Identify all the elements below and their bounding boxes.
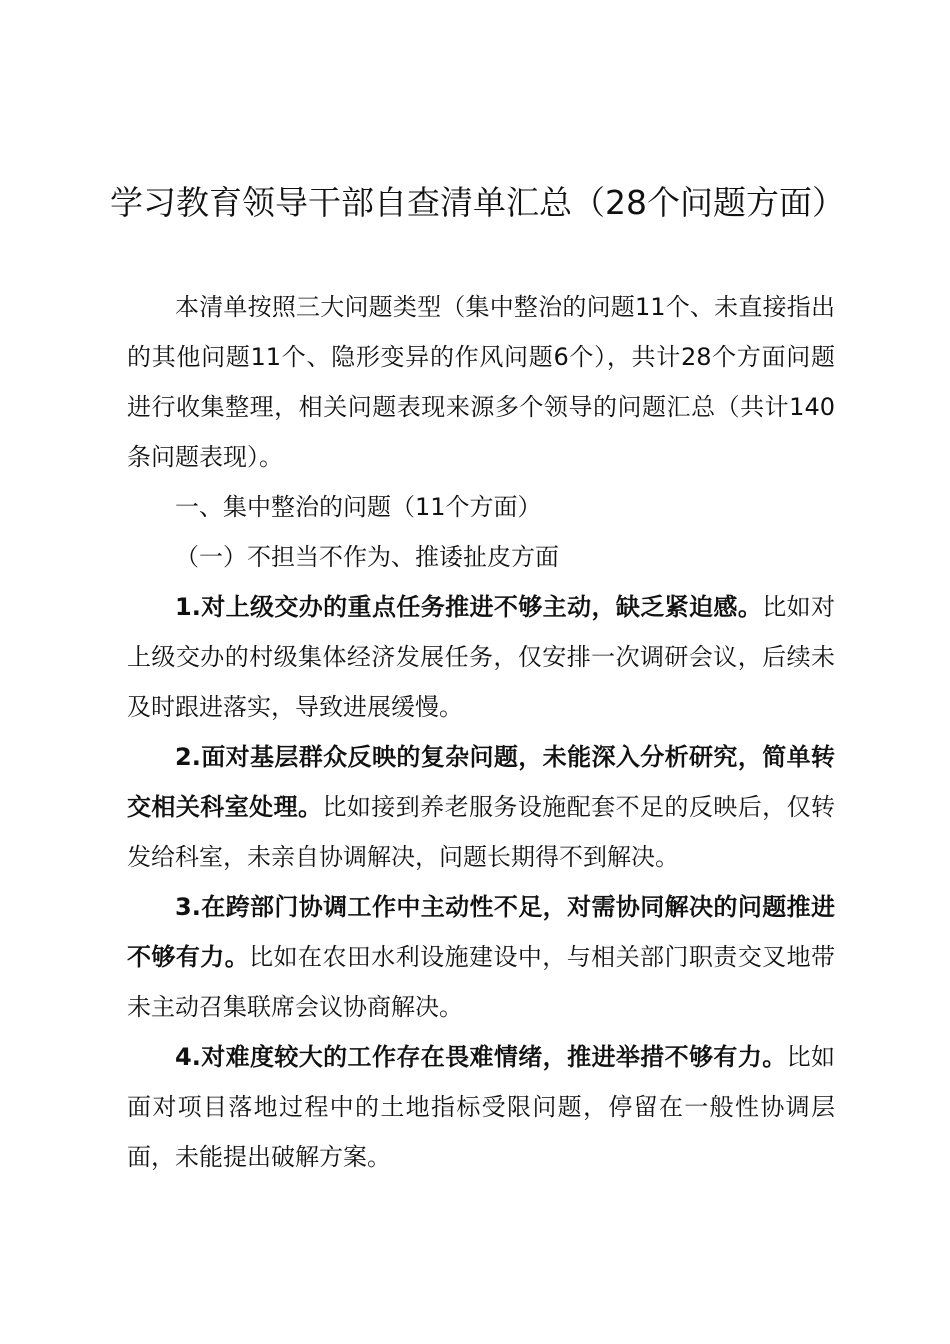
- document-body: [127, 282, 835, 1182]
- item-detail: 比如接到养老服务设施配套不足的反映后，仅转发给科室，未亲自协调解决，问题长期得不到解决。: [127, 793, 836, 871]
- list-item: [127, 882, 835, 1032]
- subsection-heading: （一）不担当不作为、推诿扯皮方面: [175, 543, 559, 571]
- item-heading: 4.对难度较大的工作存在畏难情绪，推进举措不够有力。: [175, 1043, 787, 1071]
- item-detail: 比如面对项目落地过程中的土地指标受限问题，停留在一般性协调层面，未能提出破解方案。: [127, 1043, 836, 1171]
- item-heading: 3.在跨部门协调工作中主动性不足，对需协同解决的问题推进不够有力。: [127, 893, 835, 971]
- item-heading: 1.对上级交办的重点任务推进不够主动，缺乏紧迫感。: [175, 593, 763, 621]
- item-heading: 2.面对基层群众反映的复杂问题，未能深入分析研究，简单转交相关科室处理。: [127, 743, 835, 821]
- section-heading: 一、集中整治的问题（11个方面）: [175, 493, 542, 521]
- item-detail: 比如在农田水利设施建设中，与相关部门职责交叉地带未主动召集联席会议协商解决。: [127, 943, 836, 1021]
- list-item: [127, 732, 835, 882]
- document-title: 学习教育领导干部自查清单汇总（28个问题方面）: [110, 183, 845, 222]
- list-item: [127, 582, 835, 732]
- intro-paragraph: 本清单按照三大问题类型（集中整治的问题11个、未直接指出的其他问题11个、隐形变异的作风问题6个），共计28个方面问题进行收集整理，相关问题表现来源多个领导的问题汇总（共计140条问题表现）。: [127, 293, 835, 471]
- item-detail: 比如对上级交办的村级集体经济发展任务，仅安排一次调研会议，后续未及时跟进落实，导致进展缓慢。: [127, 593, 836, 721]
- list-item: [127, 1032, 835, 1182]
